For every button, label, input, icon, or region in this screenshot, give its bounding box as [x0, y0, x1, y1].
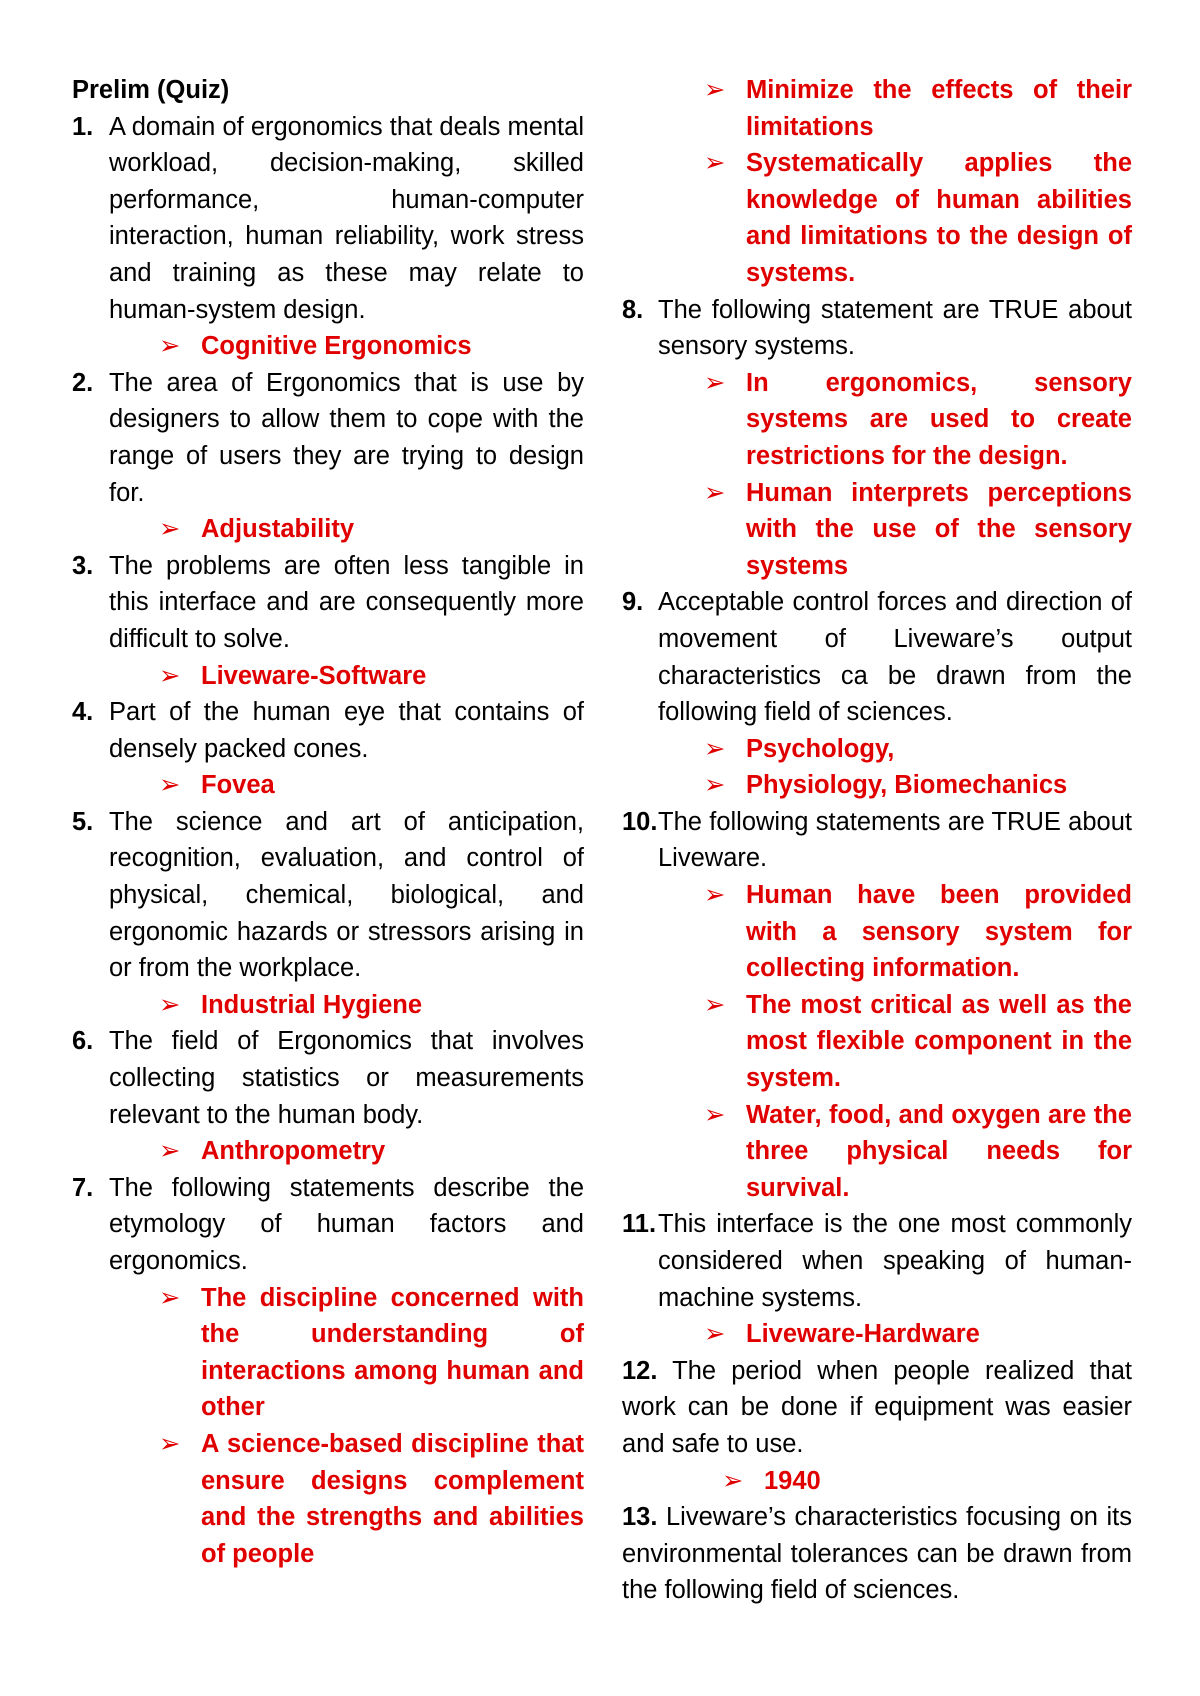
question-number: 2. [72, 368, 94, 397]
answer [622, 877, 1132, 987]
question-number: 3. [72, 551, 94, 580]
answer [622, 475, 1132, 585]
answer-text: Human have been provided with a sensory system for collecting information. [746, 881, 1132, 983]
question-text: A domain of ergonomics that deals mental workload, decision-making, skilled performance, human-computer interaction, human reliability, work stress and training as these may relate to human-system design. [109, 112, 584, 324]
question-text: Part of the human eye that contains of densely packed cones. [109, 698, 584, 763]
question-text: The science and art of anticipation, recognition, evaluation, and control of physical, chemical, biological, and ergonomic hazards or stressors arising in or from the workplace. [109, 807, 584, 983]
answer [622, 1097, 1132, 1207]
arrow-bullet-icon: ➢ [159, 1283, 181, 1312]
arrow-bullet-icon: ➢ [704, 734, 726, 763]
answer-text: Liveware-Software [201, 661, 427, 690]
arrow-bullet-icon: ➢ [159, 661, 181, 690]
answer [72, 658, 584, 695]
left-column [72, 72, 584, 1572]
answer-text: Systematically applies the knowledge of human abilities and limitations to the design of systems. [746, 149, 1132, 287]
answer-text: Psychology, [746, 734, 895, 763]
answer-text: Human interprets perceptions with the use of the sensory systems [746, 478, 1132, 580]
arrow-bullet-icon: ➢ [704, 149, 726, 178]
answer-text: Minimize the effects of their limitations [746, 76, 1132, 141]
answer [72, 511, 584, 548]
question-5 [72, 804, 584, 987]
answer-text: Fovea [201, 771, 275, 800]
question-number: 7. [72, 1173, 94, 1202]
question-11 [622, 1206, 1132, 1316]
question-8 [622, 292, 1132, 365]
question-number: 5. [72, 807, 94, 836]
answer [622, 145, 1132, 291]
question-text: This interface is the one most commonly considered when speaking of human-machine systems. [658, 1210, 1132, 1312]
arrow-bullet-icon: ➢ [704, 881, 726, 910]
question-13 [622, 1499, 1132, 1609]
question-2 [72, 365, 584, 511]
question-number: 10. [622, 807, 658, 836]
answer [622, 987, 1132, 1097]
answer-text: Physiology, Biomechanics [746, 771, 1068, 800]
question-10 [622, 804, 1132, 877]
question-number: 6. [72, 1027, 94, 1056]
answer-text: 1940 [764, 1466, 821, 1495]
question-12 [622, 1353, 1132, 1463]
question-4 [72, 694, 584, 767]
answer-text: Industrial Hygiene [201, 990, 423, 1019]
question-9 [622, 584, 1132, 730]
arrow-bullet-icon: ➢ [704, 76, 726, 104]
answer-text: In ergonomics, sensory systems are used to create restrictions for the design. [746, 368, 1132, 470]
arrow-bullet-icon: ➢ [159, 1429, 181, 1458]
arrow-bullet-icon: ➢ [704, 368, 726, 397]
question-text: The following statements describe the etymology of human factors and ergonomics. [109, 1173, 584, 1275]
question-text: The area of Ergonomics that is use by designers to allow them to cope with the range of users they are trying to design for. [109, 368, 584, 507]
question-number: 12. [622, 1356, 658, 1385]
answer-text: Water, food, and oxygen are the three physical needs for survival. [746, 1100, 1132, 1202]
arrow-bullet-icon: ➢ [704, 990, 726, 1019]
arrow-bullet-icon: ➢ [704, 1100, 726, 1129]
arrow-bullet-icon: ➢ [704, 1320, 726, 1349]
answer [622, 731, 1132, 768]
answer [72, 328, 584, 365]
question-6 [72, 1023, 584, 1133]
question-text: The problems are often less tangible in this interface and are consequently more difficult to solve. [109, 551, 584, 653]
question-number: 1. [72, 112, 94, 141]
arrow-bullet-icon: ➢ [704, 771, 726, 800]
answer [72, 1133, 584, 1170]
question-text: Acceptable control forces and direction of movement of Liveware’s output characteristics ca be drawn from the following field of sciences. [658, 588, 1132, 727]
question-7 [72, 1170, 584, 1280]
question-text: The following statements are TRUE about Liveware. [658, 807, 1132, 873]
question-text: The field of Ergonomics that involves collecting statistics or measurements relevant to the human body. [109, 1027, 584, 1129]
answer-text: Liveware-Hardware [746, 1320, 980, 1349]
document-title: Prelim (Quiz) [72, 76, 230, 104]
answer [72, 767, 584, 804]
arrow-bullet-icon: ➢ [159, 332, 181, 361]
answer [72, 1280, 584, 1426]
question-text: Liveware’s characteristics focusing on its environmental tolerances can be drawn from the following field of sciences. [622, 1503, 1132, 1605]
arrow-bullet-icon: ➢ [159, 1137, 181, 1166]
answer [622, 1463, 1132, 1500]
answer [622, 1316, 1132, 1353]
question-number: 9. [622, 588, 644, 617]
question-3 [72, 548, 584, 658]
answer-text: Adjustability [201, 515, 355, 544]
answer [622, 767, 1132, 804]
question-number: 8. [622, 295, 644, 324]
answer-text: Cognitive Ergonomics [201, 332, 472, 361]
arrow-bullet-icon: ➢ [704, 478, 726, 507]
answer-text: The discipline concerned with the understanding of interactions among human and other [201, 1283, 584, 1422]
answer [72, 1426, 584, 1572]
answer-text: The most critical as well as the most flexible component in the system. [746, 990, 1132, 1093]
answer [72, 987, 584, 1024]
question-1 [72, 109, 584, 329]
question-text: The following statement are TRUE about sensory systems. [658, 295, 1132, 361]
arrow-bullet-icon: ➢ [159, 515, 181, 544]
right-column [622, 72, 1132, 1609]
answer-text: A science-based discipline that ensure designs complement and the strengths and abilities of people [201, 1429, 584, 1568]
arrow-bullet-icon: ➢ [722, 1466, 744, 1495]
question-number: 4. [72, 698, 94, 727]
question-number: 13. [622, 1503, 658, 1532]
answer [622, 72, 1132, 145]
question-number: 11. [622, 1210, 657, 1239]
arrow-bullet-icon: ➢ [159, 990, 181, 1019]
question-text: The period when people realized that work can be done if equipment was easier and safe to use. [622, 1356, 1133, 1458]
answer [622, 365, 1132, 475]
arrow-bullet-icon: ➢ [159, 771, 181, 800]
answer-text: Anthropometry [201, 1137, 386, 1166]
